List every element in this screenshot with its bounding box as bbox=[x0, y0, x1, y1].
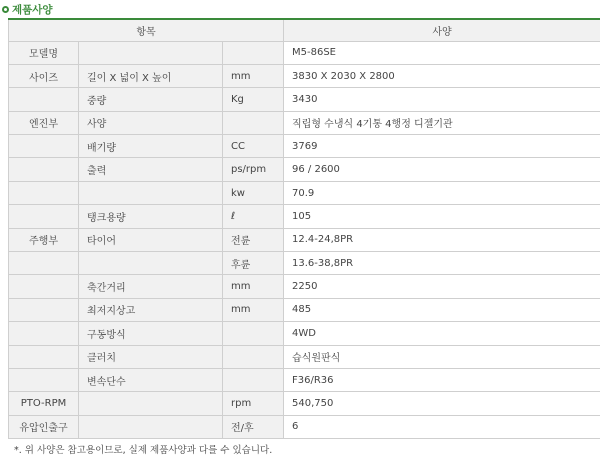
table-row bbox=[9, 392, 600, 415]
row-item-cell: 배기량 bbox=[79, 135, 223, 158]
row-unit-cell: ℓ bbox=[223, 205, 284, 228]
footnote: *. 위 사양은 참고용이므로, 실제 제품사양과 다를 수 있습니다. bbox=[14, 445, 273, 456]
table-row bbox=[9, 158, 600, 181]
row-item-cell bbox=[79, 181, 223, 204]
table-row bbox=[9, 181, 600, 204]
table-row bbox=[9, 368, 600, 391]
row-category-cell: 엔진부 bbox=[9, 111, 79, 134]
table-row bbox=[9, 205, 600, 228]
section-title-text: 제품사양 bbox=[12, 3, 53, 16]
row-item-cell: 중량 bbox=[79, 88, 223, 111]
row-unit-cell: mm bbox=[223, 298, 284, 321]
row-category-cell bbox=[9, 135, 79, 158]
row-category-cell bbox=[9, 298, 79, 321]
row-value-cell: 105 bbox=[284, 205, 600, 228]
row-category-cell bbox=[9, 205, 79, 228]
table-row bbox=[9, 88, 600, 111]
header-item: 항목 bbox=[9, 19, 284, 41]
row-category-cell: 유압인출구 bbox=[9, 415, 79, 438]
row-category-cell bbox=[9, 345, 79, 368]
table-row bbox=[9, 228, 600, 251]
row-unit-cell: ps/rpm bbox=[223, 158, 284, 181]
row-category-cell bbox=[9, 88, 79, 111]
row-category-cell: 사이즈 bbox=[9, 64, 79, 87]
row-unit-cell: Kg bbox=[223, 88, 284, 111]
row-item-cell: 길이 X 넓이 X 높이 bbox=[79, 64, 223, 87]
row-unit-cell: 전/후 bbox=[223, 415, 284, 438]
table-row bbox=[9, 64, 600, 87]
row-unit-cell: kw bbox=[223, 181, 284, 204]
table-row bbox=[9, 415, 600, 438]
circle-bullet-icon bbox=[2, 6, 9, 13]
row-item-cell bbox=[79, 392, 223, 415]
row-unit-cell: 후륜 bbox=[223, 252, 284, 275]
row-value-cell: 습식원판식 bbox=[284, 345, 600, 368]
row-item-cell: 구동방식 bbox=[79, 322, 223, 345]
row-value-cell: 3769 bbox=[284, 135, 600, 158]
header-spec: 사양 bbox=[284, 19, 600, 41]
row-item-cell: 탱크용량 bbox=[79, 205, 223, 228]
table-row bbox=[9, 298, 600, 321]
row-item-cell: 변속단수 bbox=[79, 368, 223, 391]
row-unit-cell: rpm bbox=[223, 392, 284, 415]
row-item-cell bbox=[79, 415, 223, 438]
row-category-cell bbox=[9, 368, 79, 391]
row-unit-cell: mm bbox=[223, 275, 284, 298]
row-value-cell: 4WD bbox=[284, 322, 600, 345]
row-item-cell bbox=[79, 41, 223, 64]
row-category-cell: 주행부 bbox=[9, 228, 79, 251]
row-item-cell: 타이어 bbox=[79, 228, 223, 251]
row-unit-cell bbox=[223, 345, 284, 368]
table-row bbox=[9, 345, 600, 368]
row-item-cell: 출력 bbox=[79, 158, 223, 181]
row-category-cell bbox=[9, 322, 79, 345]
row-item-cell bbox=[79, 252, 223, 275]
row-value-cell: 540,750 bbox=[284, 392, 600, 415]
table-row bbox=[9, 135, 600, 158]
row-category-cell bbox=[9, 252, 79, 275]
row-value-cell: 3830 X 2030 X 2800 bbox=[284, 64, 600, 87]
row-unit-cell bbox=[223, 41, 284, 64]
table-row bbox=[9, 111, 600, 134]
section-title bbox=[2, 2, 53, 16]
row-item-cell: 클러치 bbox=[79, 345, 223, 368]
row-value-cell: 직립형 수냉식 4기통 4행정 디젤기관 bbox=[284, 111, 600, 134]
row-value-cell: 6 bbox=[284, 415, 600, 438]
table-row bbox=[9, 252, 600, 275]
table-row bbox=[9, 275, 600, 298]
row-category-cell: PTO-RPM bbox=[9, 392, 79, 415]
row-value-cell: 13.6-38,8PR bbox=[284, 252, 600, 275]
row-item-cell: 축간거리 bbox=[79, 275, 223, 298]
row-unit-cell bbox=[223, 368, 284, 391]
table-row bbox=[9, 322, 600, 345]
row-value-cell: 12.4-24,8PR bbox=[284, 228, 600, 251]
row-value-cell: 96 / 2600 bbox=[284, 158, 600, 181]
row-item-cell: 최저지상고 bbox=[79, 298, 223, 321]
row-category-cell bbox=[9, 181, 79, 204]
row-item-cell: 사양 bbox=[79, 111, 223, 134]
row-category-cell: 모델명 bbox=[9, 41, 79, 64]
spec-table-body bbox=[9, 41, 600, 439]
row-value-cell: 70.9 bbox=[284, 181, 600, 204]
row-unit-cell: CC bbox=[223, 135, 284, 158]
row-unit-cell bbox=[223, 322, 284, 345]
row-category-cell bbox=[9, 275, 79, 298]
row-value-cell: 2250 bbox=[284, 275, 600, 298]
row-value-cell: M5-86SE bbox=[284, 41, 600, 64]
row-value-cell: F36/R36 bbox=[284, 368, 600, 391]
row-value-cell: 485 bbox=[284, 298, 600, 321]
row-unit-cell: mm bbox=[223, 64, 284, 87]
row-unit-cell: 전륜 bbox=[223, 228, 284, 251]
row-unit-cell bbox=[223, 111, 284, 134]
row-category-cell bbox=[9, 158, 79, 181]
spec-table bbox=[8, 18, 600, 439]
row-value-cell: 3430 bbox=[284, 88, 600, 111]
table-header-row bbox=[9, 19, 600, 41]
table-row bbox=[9, 41, 600, 64]
